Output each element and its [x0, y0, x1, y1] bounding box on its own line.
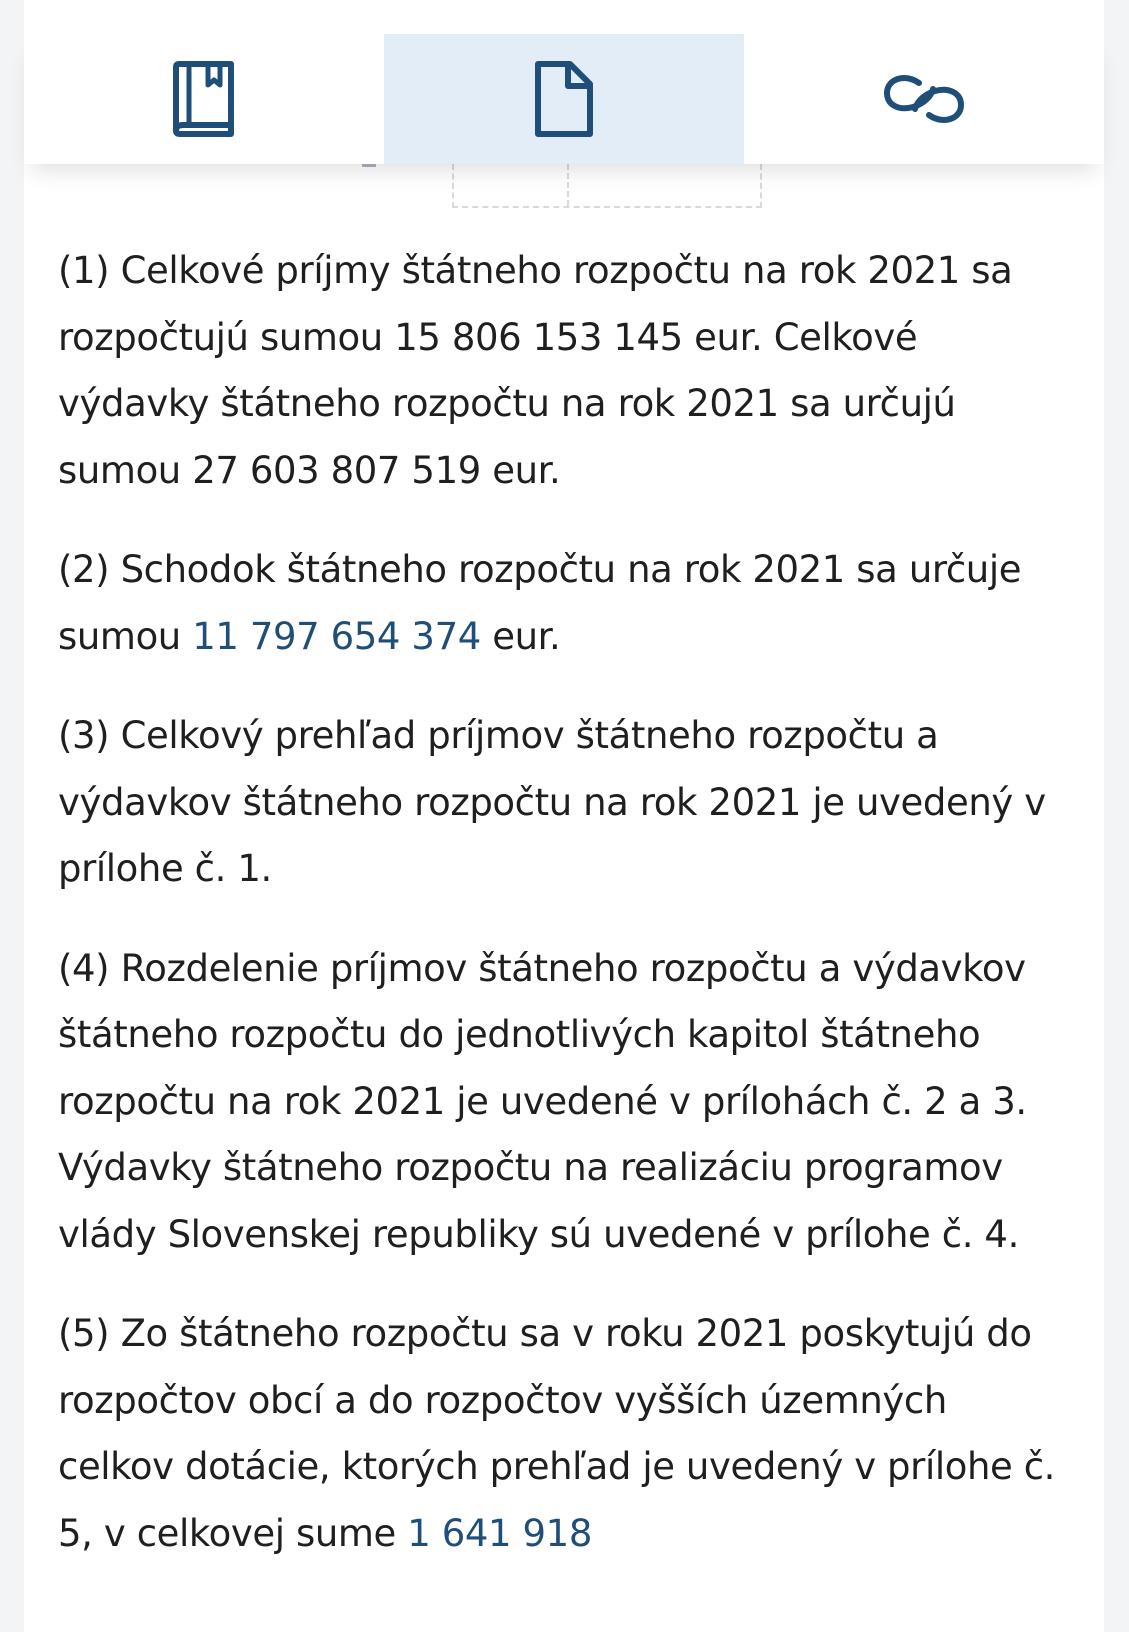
- paragraph-2-text: (2) Schodok štátneho rozpočtu na rok 2021 sa určuje sumou: [58, 548, 1022, 658]
- tab-document[interactable]: [384, 34, 744, 164]
- document-content: [58, 238, 1068, 1600]
- link-icon: [883, 69, 965, 129]
- tab-book[interactable]: [24, 34, 384, 164]
- tab-bar: [24, 34, 1104, 164]
- amount-link[interactable]: 11 797 654 374: [192, 614, 481, 658]
- paragraph-2-suffix: eur.: [480, 614, 561, 658]
- paragraph-5: [58, 1301, 1068, 1567]
- dotted-placeholder: [452, 164, 762, 208]
- book-icon: [172, 61, 236, 137]
- paragraph-4: (4) Rozdelenie príjmov štátneho rozpočtu a výdavkov štátneho rozpočtu do jednotlivých kapitol štátneho rozpočtu na rok 2021 je uvedené v prílohách č. 2 a 3. Výdavky štátneho rozpočtu na realizáciu programov vlády Slovenskej republiky sú uvedené v prílohe č. 4.: [58, 946, 1027, 1256]
- paragraph-1: (1) Celkové príjmy štátneho rozpočtu na rok 2021 sa rozpočtujú sumou 15 806 153 145 eur. Celkové výdavky štátneho rozpočtu na rok 2021 sa určujú sumou 27 603 807 519 eur.: [58, 249, 1013, 492]
- paragraph-5-text: (5) Zo štátneho rozpočtu sa v roku 2021 poskytujú do rozpočtov obcí a do rozpočtov vyšších územných celkov dotácie, ktorých prehľad je uvedený v prílohe č. 5, v celkovej sume: [58, 1312, 1056, 1555]
- tab-link[interactable]: [744, 34, 1104, 164]
- scroll-indicator: [362, 164, 376, 167]
- amount-link-2[interactable]: 1 641 918: [407, 1511, 592, 1555]
- document-icon: [534, 60, 594, 138]
- paragraph-3: (3) Celkový prehľad príjmov štátneho rozpočtu a výdavkov štátneho rozpočtu na rok 2021 je uvedený v prílohe č. 1.: [58, 714, 1046, 890]
- paragraph-2: [58, 537, 1068, 670]
